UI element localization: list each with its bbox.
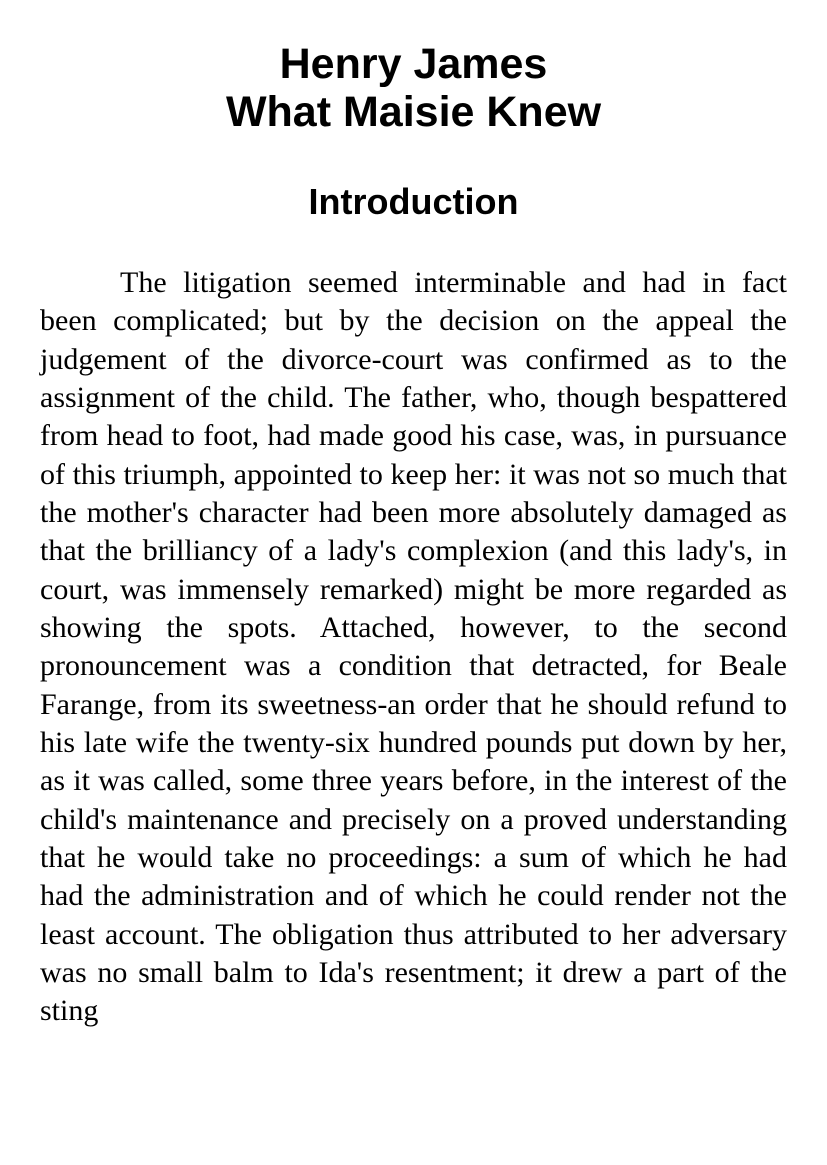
author-name: Henry James <box>279 40 548 88</box>
section-heading: Introduction <box>308 181 519 222</box>
title-block <box>0 40 827 136</box>
book-title: What Maisie Knew <box>225 88 602 136</box>
body-paragraph: The litigation seemed interminable and had in fact been complicated; but by the decision on the appeal the judgement of the divorce-court was confirmed as to the assignment of the child. The father, who, though bespattered from head to foot, had made good his case, was, in pursuance of this triumph, appointed to keep her: it was not so much that the mother's character had been more absolutely damaged as that the brilliancy of a lady's complexion (and this lady's, in court, was immensely remarked) might be more regarded as showing the spots. Attached, however, to the second pronouncement was a condition that detracted, for Beale Farange, from its sweetness-an order that he should refund to his late wife the twenty-six hundred pounds put down by her, as it was called, some three years before, in the interest of the child's maintenance and precisely on a proved understanding that he would take no proceedings: a sum of which he had had the administration and of which he could render not the least account. The obligation thus attributed to her adversary was no small balm to Ida's resentment; it drew a part of the sting <box>40 266 787 1028</box>
